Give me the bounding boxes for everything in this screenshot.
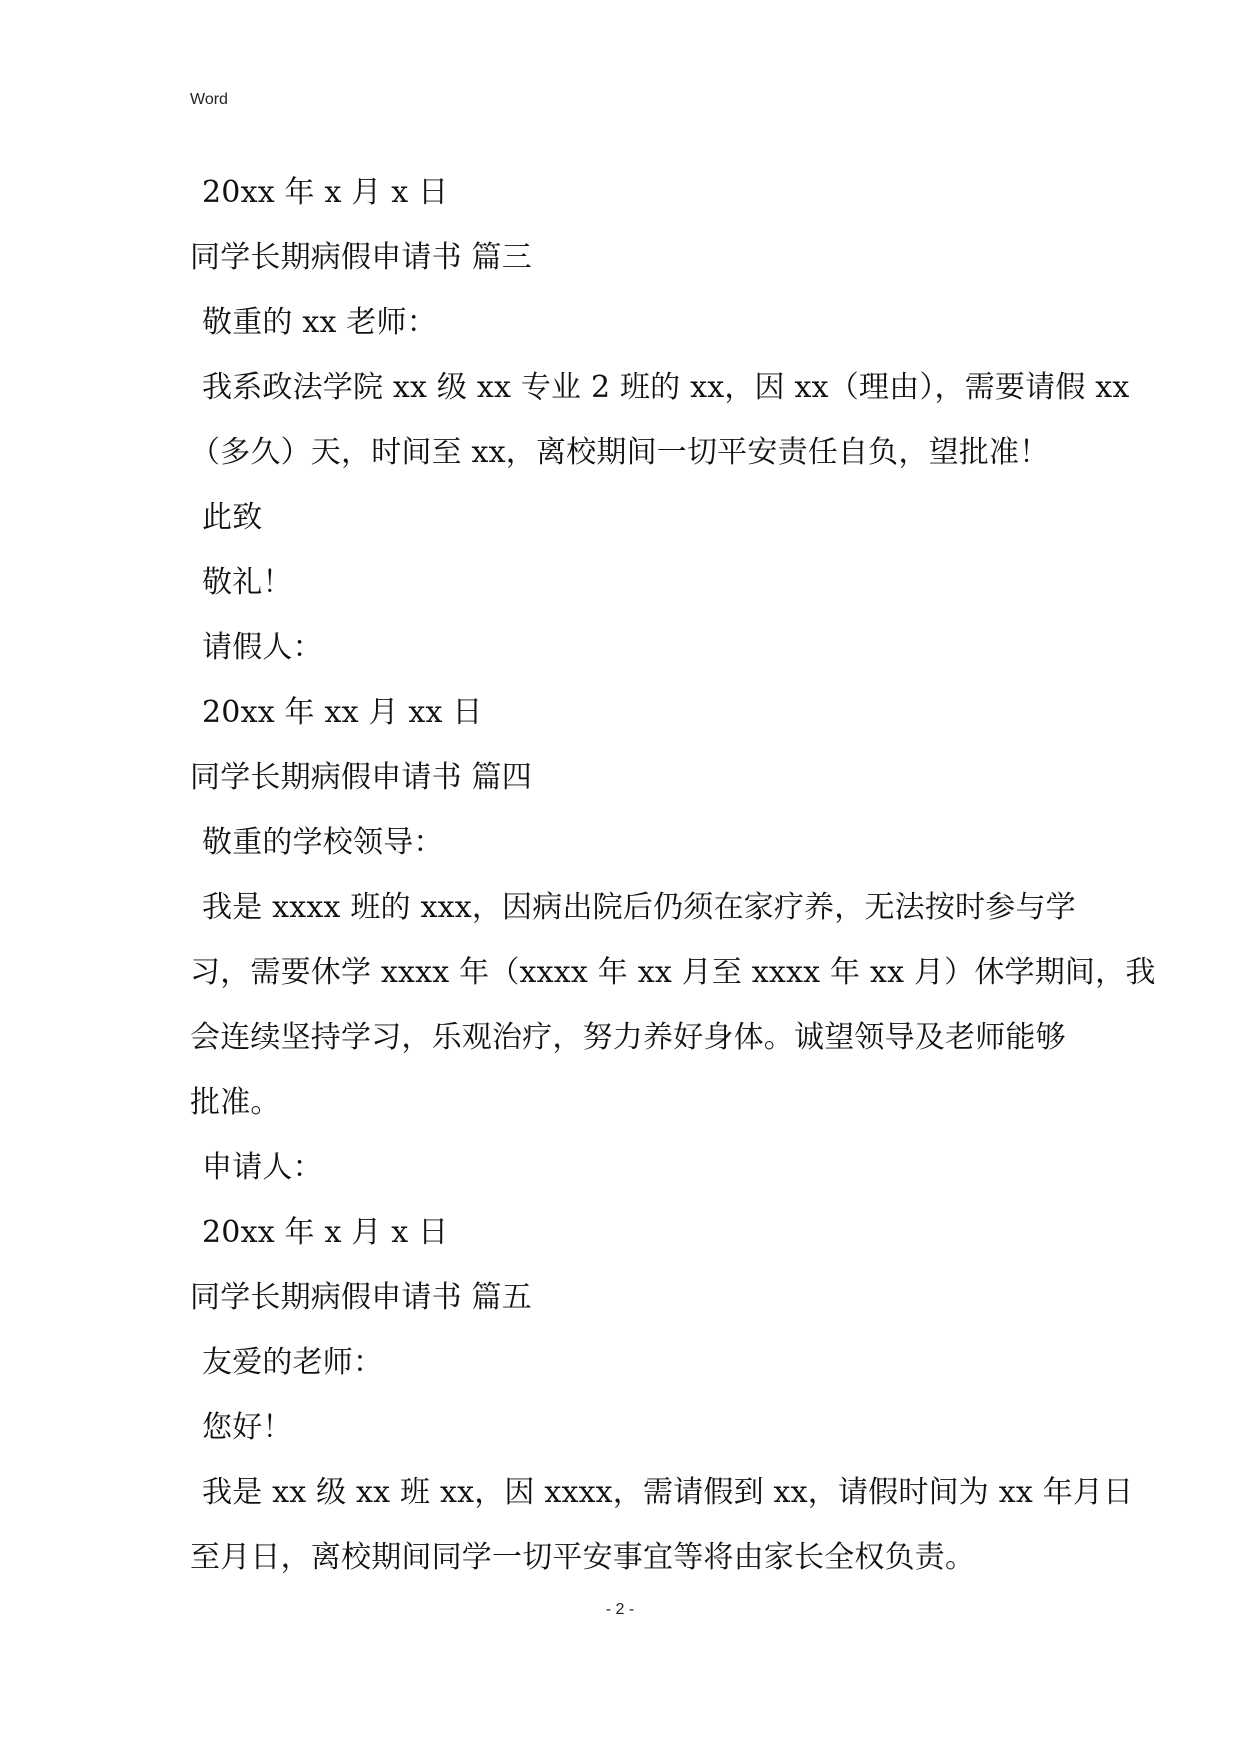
body-paragraph-line: （多久）天，时间至 xx，离校期间一切平安责任自负，望批准！ bbox=[190, 435, 1050, 470]
body-paragraph-line: 批准。 bbox=[190, 1085, 281, 1120]
date-line: 20xx 年 xx 月 xx 日 bbox=[202, 695, 483, 730]
salutation: 敬重的学校领导： bbox=[202, 825, 444, 860]
body-paragraph-line: 习，需要休学 xxxx 年（xxxx 年 xx 月至 xxxx 年 xx 月）休学期间，我 bbox=[190, 955, 1156, 990]
document-body bbox=[190, 160, 1156, 1590]
body-paragraph-line: 我是 xxxx 班的 xxx，因病出院后仍须在家疗养，无法按时参与学 bbox=[202, 890, 1076, 925]
signature-line: 申请人： bbox=[202, 1150, 323, 1185]
page-header: Word bbox=[190, 91, 228, 108]
section-title: 同学长期病假申请书 篇五 bbox=[190, 1280, 532, 1315]
salutation: 友爱的老师： bbox=[202, 1345, 384, 1380]
body-paragraph-line: 会连续坚持学习，乐观治疗，努力养好身体。诚望领导及老师能够 bbox=[190, 1020, 1066, 1055]
closing-line: 此致 bbox=[202, 500, 263, 535]
date-line: 20xx 年 x 月 x 日 bbox=[202, 175, 449, 210]
page-number: - 2 - bbox=[605, 1601, 635, 1618]
section-title: 同学长期病假申请书 篇四 bbox=[190, 760, 532, 795]
greeting-line: 您好！ bbox=[202, 1410, 293, 1445]
closing-line: 敬礼！ bbox=[202, 565, 293, 600]
body-paragraph-line: 至月日，离校期间同学一切平安事宜等将由家长全权负责。 bbox=[190, 1540, 976, 1575]
section-title: 同学长期病假申请书 篇三 bbox=[190, 240, 532, 275]
signature-line: 请假人： bbox=[202, 630, 323, 665]
date-line: 20xx 年 x 月 x 日 bbox=[202, 1215, 449, 1250]
body-paragraph-line: 我系政法学院 xx 级 xx 专业 2 班的 xx，因 xx（理由），需要请假 xx bbox=[202, 370, 1130, 405]
body-paragraph-line: 我是 xx 级 xx 班 xx，因 xxxx，需请假到 xx，请假时间为 xx 年月日 bbox=[202, 1475, 1134, 1510]
salutation: 敬重的 xx 老师： bbox=[202, 305, 437, 340]
